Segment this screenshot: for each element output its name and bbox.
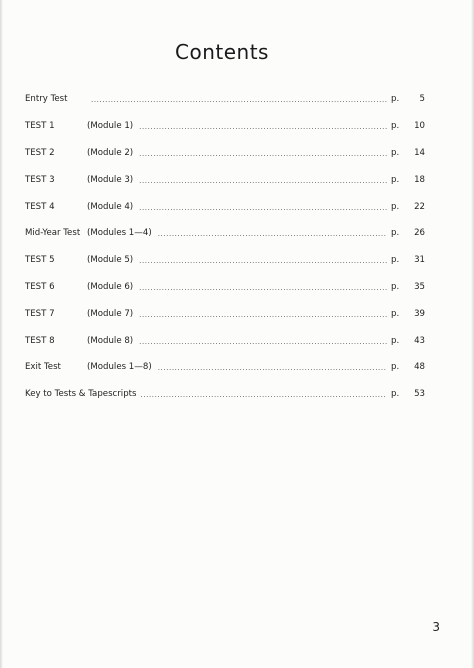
toc-entry-module: (Module 1)	[87, 121, 134, 132]
dot-leader	[158, 363, 387, 373]
toc-entry-page: 31	[414, 255, 425, 266]
toc-entry-label: Mid-Year Test	[25, 228, 81, 239]
toc-entry-label: TEST 8	[25, 335, 55, 346]
toc-entry-page: 10	[414, 121, 425, 132]
page-title: Contents	[175, 40, 269, 64]
toc-entry-module: (Module 7)	[87, 308, 134, 319]
page-prefix: p.	[391, 201, 400, 212]
dot-leader	[158, 229, 387, 239]
toc-entry-page: 14	[414, 147, 425, 158]
toc-entry-page: 35	[414, 281, 425, 292]
toc-entry-test-8[interactable]	[25, 327, 425, 354]
page-prefix: p.	[391, 121, 400, 132]
dot-leader	[139, 149, 387, 159]
dot-leader	[139, 337, 387, 347]
toc-entry-entry-test[interactable]	[25, 86, 425, 113]
toc-entry-label: TEST 4	[25, 201, 55, 212]
toc-entry-page: 26	[414, 228, 425, 239]
toc-entry-module: (Module 2)	[87, 147, 134, 158]
toc-entry-label: TEST 5	[25, 255, 55, 266]
toc-entry-label: TEST 1	[25, 121, 55, 132]
toc-entry-test-3[interactable]	[25, 166, 425, 193]
page-number: 3	[432, 620, 440, 634]
toc-entry-test-1[interactable]	[25, 113, 425, 140]
toc-entry-module: (Module 4)	[87, 201, 134, 212]
toc-entry-module: (Module 8)	[87, 335, 134, 346]
page-prefix: p.	[391, 174, 400, 185]
toc-entry-label: TEST 2	[25, 147, 55, 158]
page-prefix: p.	[391, 281, 400, 292]
page-prefix: p.	[391, 362, 400, 373]
page-prefix: p.	[391, 255, 400, 266]
toc-entry-test-4[interactable]	[25, 193, 425, 220]
dot-leader	[139, 283, 387, 293]
dot-leader	[141, 390, 388, 400]
toc-entry-module: (Module 5)	[87, 255, 134, 266]
toc-entry-page: 18	[414, 174, 425, 185]
toc-entry-label: TEST 3	[25, 174, 55, 185]
toc-entry-page: 43	[414, 335, 425, 346]
toc-entry-module: (Modules 1—4)	[87, 228, 152, 239]
toc-entry-test-6[interactable]	[25, 274, 425, 301]
toc-entry-module: (Modules 1—8)	[87, 362, 152, 373]
dot-leader	[139, 256, 387, 266]
toc-entry-page: 48	[414, 362, 425, 373]
toc-entry-mid-year-test[interactable]	[25, 220, 425, 247]
toc-entry-module: (Module 6)	[87, 281, 134, 292]
dot-leader	[139, 176, 387, 186]
page-prefix: p.	[391, 147, 400, 158]
page-prefix: p.	[391, 228, 400, 239]
page-prefix: p.	[391, 389, 400, 400]
toc-entry-test-2[interactable]	[25, 140, 425, 167]
page-prefix: p.	[391, 335, 400, 346]
toc-entry-module: (Module 3)	[87, 174, 134, 185]
page-prefix: p.	[391, 94, 400, 105]
toc-entry-label: TEST 7	[25, 308, 55, 319]
toc-entry-test-5[interactable]	[25, 247, 425, 274]
dot-leader	[139, 203, 387, 213]
toc-entry-label: Exit Test	[25, 362, 61, 373]
toc-entry-label: TEST 6	[25, 281, 55, 292]
toc-entry-exit-test[interactable]	[25, 354, 425, 381]
toc-entry-key-to-tests[interactable]	[25, 381, 425, 408]
dot-leader	[139, 310, 387, 320]
toc-entry-page: 39	[414, 308, 425, 319]
page-prefix: p.	[391, 308, 400, 319]
dot-leader	[91, 95, 387, 105]
dot-leader	[139, 122, 387, 132]
toc-entry-label: Entry Test	[25, 94, 68, 105]
scan-edge-shadow	[0, 0, 3, 668]
toc-entry-page: 5	[419, 94, 425, 105]
toc-entry-label: Key to Tests & Tapescripts	[25, 389, 137, 400]
toc-entry-test-7[interactable]	[25, 300, 425, 327]
table-of-contents	[25, 86, 425, 408]
toc-entry-page: 53	[414, 389, 425, 400]
toc-entry-page: 22	[414, 201, 425, 212]
